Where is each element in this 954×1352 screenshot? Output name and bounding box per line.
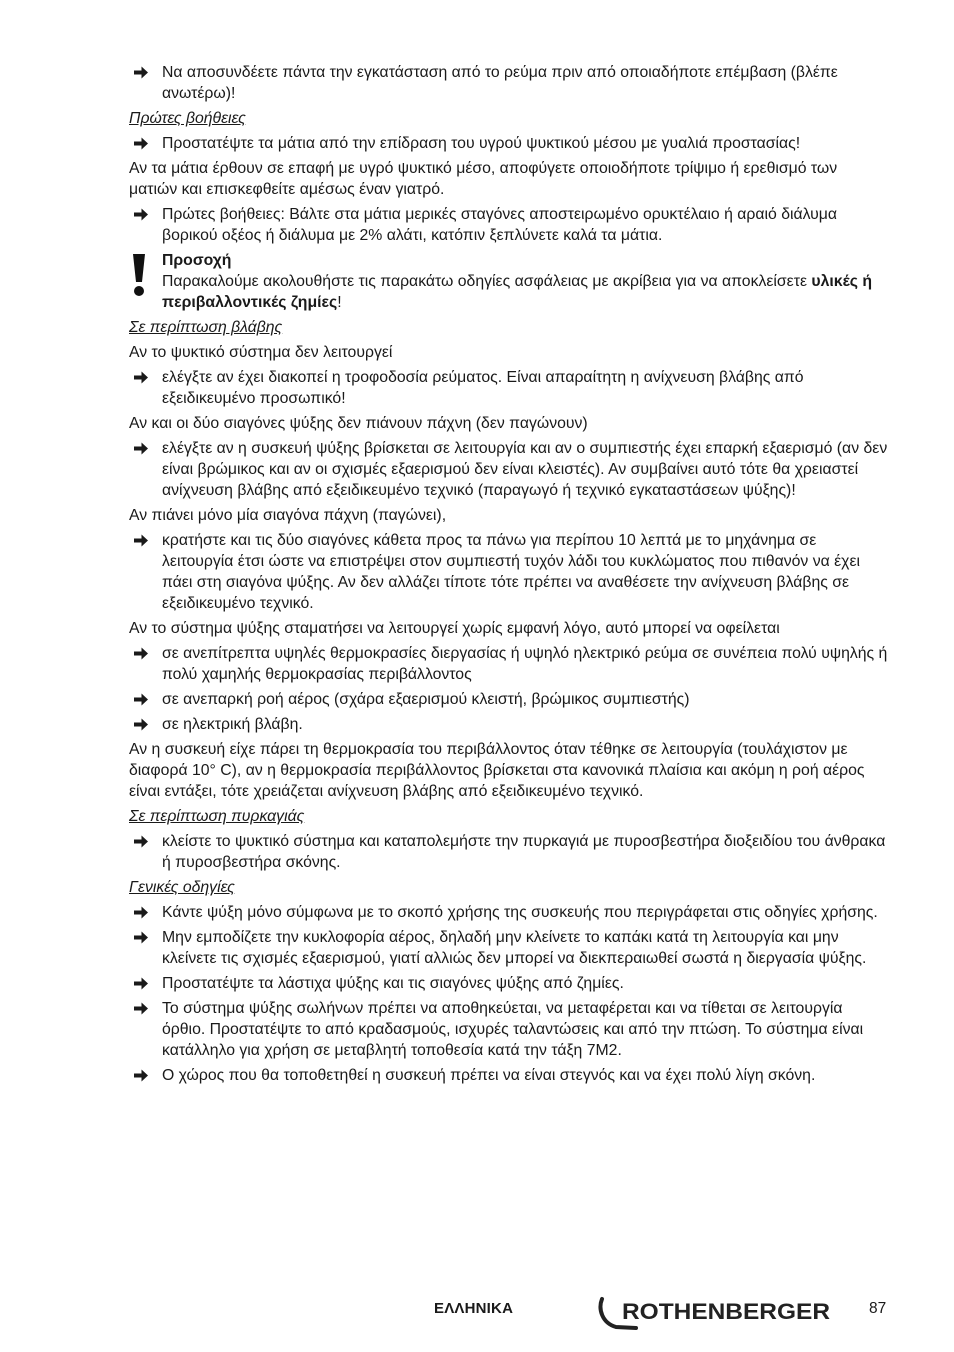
warning-emphasis: υλικές ή περιβαλλοντικές ζημίες bbox=[162, 273, 872, 311]
section-heading: Γενικές οδηγίες bbox=[129, 879, 235, 896]
bullet-text: ελέγξτε αν έχει διακοπεί η τροφοδοσία ρεύματος. Είναι απαραίτητη η ανίχνευση βλάβης από εξειδικευμένο προσωπικό! bbox=[162, 369, 804, 407]
bullet-text: σε ανεπαρκή ροή αέρος (σχάρα εξαερισμού κλειστή, βρώμικος συμπιεστής) bbox=[162, 691, 690, 708]
bullet-text: Προστατέψτε τα μάτια από την επίδραση του υγρού ψυκτικού μέσου με γυαλιά προστασίας! bbox=[162, 135, 801, 152]
bullet-item bbox=[129, 973, 889, 994]
right-arrow-icon bbox=[133, 370, 149, 385]
exclamation-icon bbox=[129, 254, 149, 298]
warning-notice bbox=[129, 250, 889, 313]
right-arrow-icon bbox=[133, 717, 149, 732]
right-arrow-icon bbox=[133, 533, 149, 548]
bullet-text: Κάντε ψύξη μόνο σύμφωνα με το σκοπό χρήσης της συσκευής που περιγράφεται στις οδηγίες χρήσης. bbox=[162, 904, 878, 921]
bullet-item bbox=[129, 689, 889, 710]
right-arrow-icon bbox=[133, 692, 149, 707]
rothenberger-logo bbox=[596, 1295, 836, 1333]
document-body bbox=[129, 62, 889, 1090]
footer-language: ΕΛΛΗΝΙΚΑ bbox=[434, 1300, 514, 1317]
right-arrow-icon bbox=[133, 441, 149, 456]
bullet-item bbox=[129, 367, 889, 409]
bullet-item bbox=[129, 133, 889, 154]
bullet-item bbox=[129, 831, 889, 873]
right-arrow-icon bbox=[133, 834, 149, 849]
bullet-item bbox=[129, 998, 889, 1061]
paragraph: Αν πιάνει μόνο μία σιαγόνα πάχνη (παγώνει), bbox=[129, 507, 447, 524]
bullet-text: κλείστε το ψυκτικό σύστημα και καταπολεμήστε την πυρκαγιά με πυροσβεστήρα διοξειδίου του άνθρακα ή πυροσβεστήρα σκόνης. bbox=[162, 833, 886, 871]
bullet-item bbox=[129, 714, 889, 735]
bullet-text: Να αποσυνδέετε πάντα την εγκατάσταση από το ρεύμα πριν από οποιαδήποτε επέμβαση (βλέπε ανωτέρω)! bbox=[162, 64, 838, 102]
bullet-item bbox=[129, 438, 889, 501]
warning-text bbox=[162, 271, 889, 313]
section-heading: Πρώτες βοήθειες bbox=[129, 110, 246, 127]
bullet-text: Μην εμποδίζετε την κυκλοφορία αέρος, δηλαδή μην κλείνετε το καπάκι κατά τη λειτουργία και μην κλείνετε τις σχισμές εξαερισμού, γιατί αλλιώς δεν μπορεί να διεκπεραιωθεί σωστά η διεργασία ψύξης. bbox=[162, 929, 867, 967]
warning-title: Προσοχή bbox=[162, 252, 232, 269]
paragraph: Αν το ψυκτικό σύστημα δεν λειτουργεί bbox=[129, 344, 393, 361]
brand-text: ROTHENBERGER bbox=[622, 1299, 831, 1324]
bullet-item bbox=[129, 643, 889, 685]
bullet-text: κρατήστε και τις δύο σιαγόνες κάθετα προς τα πάνω για περίπου 10 λεπτά με το μηχάνημα σε λειτουργία έτσι ώστε να επιστρέψει στον συμπιεστή τυχόν λάδι του κυκλώματος που πιθανόν να έχει πάει στη σιαγόνα ψύξης. Αν δεν αλλάζει τίποτε τότε πρέπει να αναθέσετε την ανίχνευση βλάβης σε εξειδικευμένο τεχνικό. bbox=[162, 532, 860, 612]
right-arrow-icon bbox=[133, 65, 149, 80]
warning-end: ! bbox=[337, 294, 342, 311]
page-number: 87 bbox=[869, 1300, 887, 1317]
bullet-text: σε ανεπίτρεπτα υψηλές θερμοκρασίες διεργασίας ή υψηλό ηλεκτρικό ρεύμα σε συνέπεια πολύ υψηλής ή πολύ χαμηλής θερμοκρασίας περιβάλλοντος bbox=[162, 645, 888, 683]
bullet-text: Προστατέψτε τα λάστιχα ψύξης και τις σιαγόνες ψύξης από ζημίες. bbox=[162, 975, 624, 992]
right-arrow-icon bbox=[133, 905, 149, 920]
right-arrow-icon bbox=[133, 1068, 149, 1083]
right-arrow-icon bbox=[133, 136, 149, 151]
bullet-text: Πρώτες βοήθειες: Βάλτε στα μάτια μερικές σταγόνες αποστειρωμένο ορυκτέλαιο ή αραιό διάλυμα βορικού οξέος ή διάλυμα με 2% αλάτι, κατόπιν ξεπλύνετε καλά τα μάτια. bbox=[162, 206, 838, 244]
section-heading: Σε περίπτωση πυρκαγιάς bbox=[129, 808, 305, 825]
right-arrow-icon bbox=[133, 646, 149, 661]
right-arrow-icon bbox=[133, 930, 149, 945]
bullet-item bbox=[129, 204, 889, 246]
bullet-text: σε ηλεκτρική βλάβη. bbox=[162, 716, 303, 733]
right-arrow-icon bbox=[133, 207, 149, 222]
right-arrow-icon bbox=[133, 976, 149, 991]
bullet-item bbox=[129, 62, 889, 104]
bullet-item bbox=[129, 530, 889, 614]
paragraph: Αν και οι δύο σιαγόνες ψύξης δεν πιάνουν πάχνη (δεν παγώνουν) bbox=[129, 415, 588, 432]
bullet-text: Το σύστημα ψύξης σωλήνων πρέπει να αποθηκεύεται, να μεταφέρεται και να τίθεται σε λειτουργία όρθιο. Προστατέψτε το από κραδασμούς, ισχυρές ταλαντώσεις και από την πτώση. Το σύστημα είναι κατάλληλο για χρήση σε μεταβλητή τοποθεσία κατά την τάξη 7M2. bbox=[162, 1000, 864, 1059]
bullet-text: ελέγξτε αν η συσκευή ψύξης βρίσκεται σε λειτουργία και αν ο συμπιεστής έχει επαρκή εξαερισμό (αν δεν είναι βρώμικος και αν οι σχισμές εξαερισμού δεν είναι κλειστές). Αν συμβαίνει αυτό τότε θα χρειαστεί ανίχνευση βλάβης από εξειδικευμένο τεχνικό (παραγωγό ή τεχνικό εγκαταστάσεων ψύξης)! bbox=[162, 440, 888, 499]
section-heading: Σε περίπτωση βλάβης bbox=[129, 319, 283, 336]
paragraph: Αν η συσκευή είχε πάρει τη θερμοκρασία του περιβάλλοντος όταν τέθηκε σε λειτουργία (τουλάχιστον με διαφορά 10° C), αν η θερμοκρασία περιβάλλοντος βρίσκεται στα κανονικά πλαίσια και ακόμη η ροή αέρος είναι εντάξει, τότε χρειάζεται ανίχνευση βλάβης από εξειδικευμένο τεχνικό. bbox=[129, 741, 865, 800]
paragraph: Αν το σύστημα ψύξης σταματήσει να λειτουργεί χωρίς εμφανή λόγο, αυτό μπορεί να οφείλεται bbox=[129, 620, 780, 637]
paragraph: Αν τα μάτια έρθουν σε επαφή με υγρό ψυκτικό μέσο, αποφύγετε οποιοδήποτε τρίψιμο ή ερεθισμό των ματιών και επισκεφθείτε αμέσως έναν γιατρό. bbox=[129, 160, 838, 198]
right-arrow-icon bbox=[133, 1001, 149, 1016]
bullet-text: Ο χώρος που θα τοποθετηθεί η συσκευή πρέπει να είναι στεγνός και να έχει πολύ λίγη σκόνη. bbox=[162, 1067, 816, 1084]
bullet-item bbox=[129, 902, 889, 923]
bullet-item bbox=[129, 1065, 889, 1086]
warning-body: Παρακαλούμε ακολουθήστε τις παρακάτω οδηγίες ασφάλειας με ακρίβεια για να αποκλείσετε bbox=[162, 273, 812, 290]
bullet-item bbox=[129, 927, 889, 969]
